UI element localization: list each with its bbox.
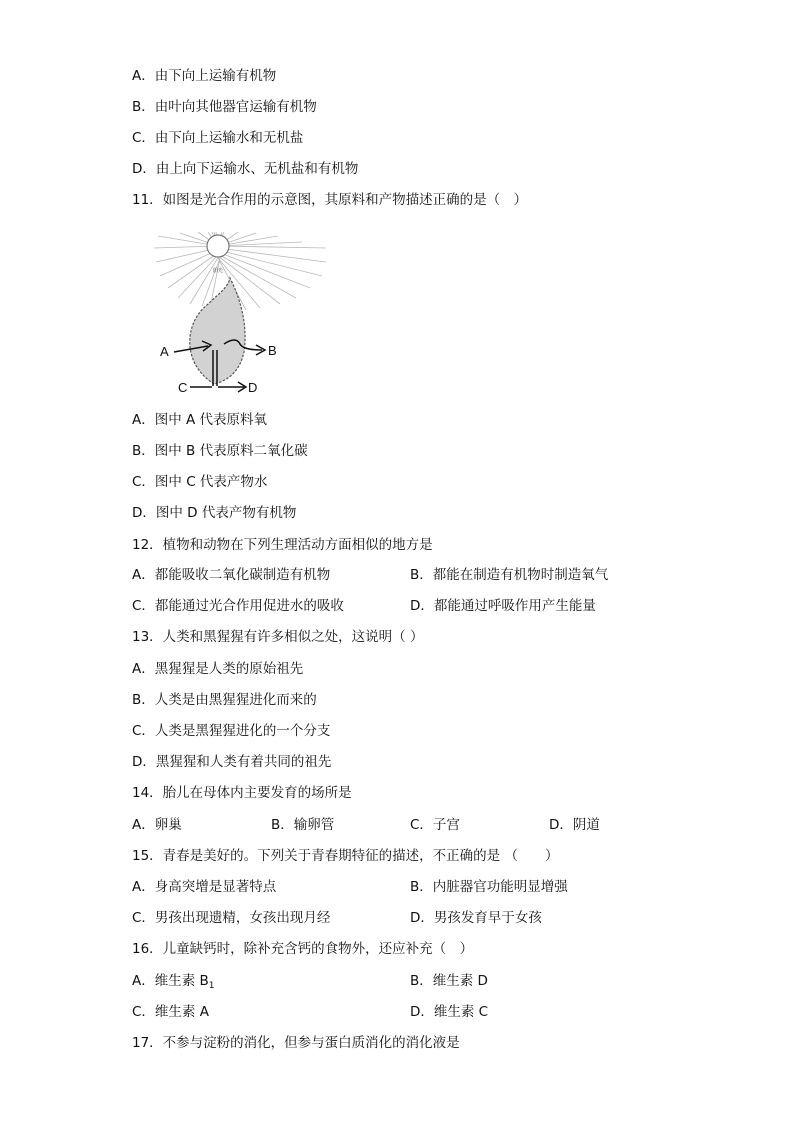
q15-option-c: C．男孩出现遗精，女孩出现月经 xyxy=(132,910,331,926)
q16-option-d: D．维生素 C xyxy=(410,1004,489,1020)
q11-option-d: D．图中 D 代表产物有机物 xyxy=(132,505,297,521)
q14-option-d: D．阴道 xyxy=(549,817,600,833)
q11-option-c: C．图中 C 代表产物水 xyxy=(132,474,268,490)
q16-stem: 16．儿童缺钙时，除补充含钙的食物外，还应补充（ ） xyxy=(132,941,474,957)
q11-option-a: A．图中 A 代表原料氧 xyxy=(132,412,268,428)
q16-option-a xyxy=(132,972,215,995)
label-d: D xyxy=(248,380,258,395)
q13-option-b: B．人类是由黑猩猩进化而来的 xyxy=(132,692,317,708)
q13-option-a: A．黑猩猩是人类的原始祖先 xyxy=(132,661,304,677)
q11-stem: 11．如图是光合作用的示意图，其原料和产物描述正确的是（ ） xyxy=(132,192,528,208)
q14-stem: 14．胎儿在母体内主要发育的场所是 xyxy=(132,785,352,801)
q14-option-a: A．卵巢 xyxy=(132,817,182,833)
q14-option-c: C．子宫 xyxy=(410,817,460,833)
q11-option-b: B．图中 B 代表原料二氧化碳 xyxy=(132,443,308,459)
q16-option-c: C．维生素 A xyxy=(132,1004,209,1020)
label-a: A xyxy=(160,344,169,359)
q16-option-b: B．维生素 D xyxy=(410,973,488,989)
q12-stem: 12．植物和动物在下列生理活动方面相似的地方是 xyxy=(132,537,433,553)
q10-option-b: B．由叶向其他器官运输有机物 xyxy=(132,99,317,115)
q15-stem: 15．青春是美好的。下列关于青春期特征的描述，不正确的是 （ ） xyxy=(132,848,559,864)
sun-icon xyxy=(207,235,229,257)
q15-option-d: D．男孩发育早于女孩 xyxy=(410,910,542,926)
q10-option-c: C．由下向上运输水和无机盐 xyxy=(132,130,304,146)
label-b: B xyxy=(268,343,277,358)
q16-option-a-subscript: 1 xyxy=(208,981,215,991)
q12-option-c: C．都能通过光合作用促进水的吸收 xyxy=(132,598,344,614)
label-c: C xyxy=(178,380,188,395)
q17-stem: 17．不参与淀粉的消化，但参与蛋白质消化的消化液是 xyxy=(132,1035,460,1051)
q13-stem: 13．人类和黑猩猩有许多相似之处，这说明（ ） xyxy=(132,629,424,645)
q14-option-b: B．输卵管 xyxy=(271,817,335,833)
q10-option-d: D．由上向下运输水、无机盐和有机物 xyxy=(132,161,359,177)
sun-rays xyxy=(154,232,326,310)
q15-option-b: B．内脏器官功能明显增强 xyxy=(410,879,568,895)
q12-option-d: D．都能通过呼吸作用产生能量 xyxy=(410,598,596,614)
q10-option-a: A．由下向上运输有机物 xyxy=(132,68,277,84)
q13-option-d: D．黑猩猩和人类有着共同的祖先 xyxy=(132,754,332,770)
q16-option-a-text: A．维生素 B xyxy=(132,973,209,989)
photosynthesis-diagram xyxy=(150,232,340,400)
q12-option-a: A．都能吸收二氧化碳制造有机物 xyxy=(132,567,331,583)
q12-option-b: B．都能在制造有机物时制造氧气 xyxy=(410,567,609,583)
q15-option-a: A．身高突增是显著特点 xyxy=(132,879,277,895)
sun-label: 阳光 xyxy=(212,268,224,274)
q13-option-c: C．人类是黑猩猩进化的一个分支 xyxy=(132,723,331,739)
